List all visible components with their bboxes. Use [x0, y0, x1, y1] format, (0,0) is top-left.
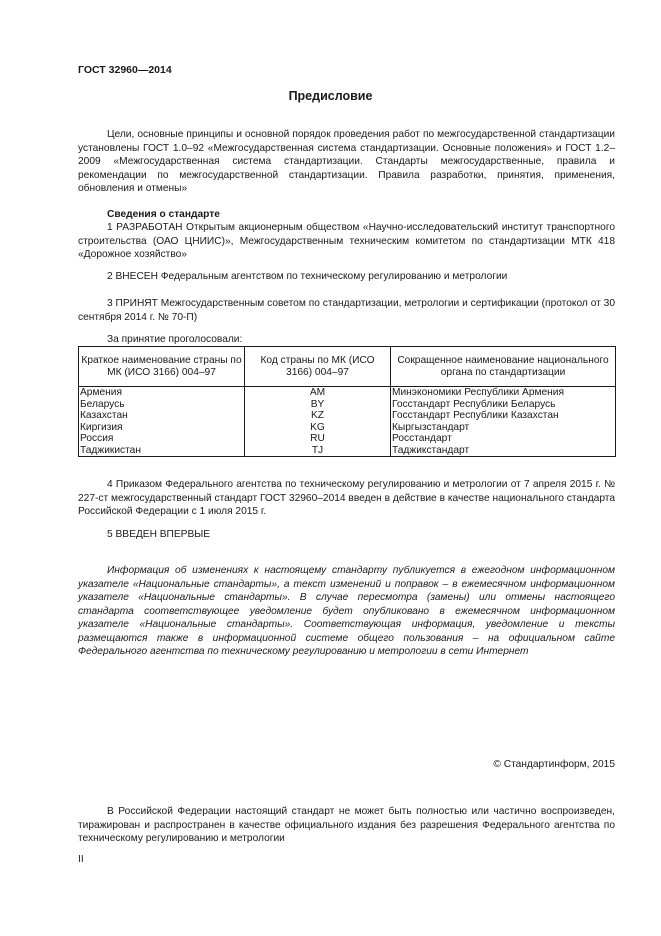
legal-notice: В Российской Федерации настоящий стандарт не может быть полностью или частично воспроизведен, тиражирован и распространен в качестве официального издания без разрешения Федерального агентства по техническому регулированию и метрологии — [78, 806, 615, 844]
table-row — [79, 387, 616, 399]
country-code: BY — [245, 399, 391, 411]
item-adopted: 3 ПРИНЯТ Межгосударственным советом по стандартизации, метрологии и сертификации (протокол от 30 сентября 2014 г. № 70-П) — [78, 298, 615, 323]
country-code: RU — [245, 433, 391, 445]
country-code: TJ — [245, 445, 391, 457]
standards-body: Кыргызстандарт — [391, 422, 616, 434]
standards-body: Росстандарт — [391, 433, 616, 445]
header-standards-body: Сокращенное наименование национального органа по стандартизации — [391, 347, 616, 387]
copyright-line: © Стандартинформ, 2015 — [493, 759, 615, 770]
votes-table — [78, 346, 616, 457]
item-enacted: 4 Приказом Федерального агентства по техническому регулированию и метрологии от 7 апреля 2015 г. № 227-ст межгосударственный стандарт ГОСТ 32960–2014 введен в действие в качестве национального стандарта Российской Федерации с 1 июля 2015 г. — [78, 479, 615, 517]
table-row — [79, 433, 616, 445]
table-row — [79, 399, 616, 411]
country-name: Таджикистан — [79, 445, 245, 457]
country-code: KG — [245, 422, 391, 434]
standards-body: Госстандарт Республики Беларусь — [391, 399, 616, 411]
country-code: KZ — [245, 410, 391, 422]
intro-paragraph: Цели, основные принципы и основной порядок проведения работ по межгосударственной стандартизации установлены ГОСТ 1.0–92 «Межгосударственная система стандартизации. Основные положения» и ГОСТ 1.2–2009 «Межгосударственная система стандартизации. Стандарты межгосударственные, правила и рекомендации по межгосударственной стандартизации. Правила разработки, принятия, применения, обновления и отмены» — [78, 129, 615, 194]
votes-caption: За принятие проголосовали: — [107, 334, 243, 345]
page-number: II — [78, 854, 84, 865]
country-name: Россия — [79, 433, 245, 445]
standard-info-heading: Сведения о стандарте — [107, 209, 220, 220]
country-name: Беларусь — [79, 399, 245, 411]
table-row — [79, 410, 616, 422]
notice-paragraph: Информация об изменениях к настоящему стандарту публикуется в ежегодном информационном указателе «Национальные стандарты», а текст изменений и поправок – в ежемесячном информационном указателе «Национальные стандарты». В случае пересмотра (замены) или отмены настоящего стандарта соответствующее уведомление будет опубликовано в ежемесячном информационном указателе «Национальные стандарты». Соответствующая информация, уведомление и тексты размещаются также в информационной системе общего пользования – на официальном сайте Федерального агентства по техническому регулированию и метрологии в сети Интернет — [78, 565, 615, 657]
header-country-code: Код страны по МК (ИСО 3166) 004–97 — [245, 347, 391, 387]
table-row — [79, 422, 616, 434]
standards-body: Таджикстандарт — [391, 445, 616, 457]
table-header-row — [79, 347, 616, 387]
page-title: Предисловие — [288, 89, 373, 103]
header-country-name: Краткое наименование страны по МК (ИСО 3166) 004–97 — [79, 347, 245, 387]
standards-body: Минэкономики Республики Армения — [391, 387, 616, 399]
country-code: AM — [245, 387, 391, 399]
table-row — [79, 445, 616, 457]
standards-body: Госстандарт Республики Казахстан — [391, 410, 616, 422]
country-name: Армения — [79, 387, 245, 399]
document-id: ГОСТ 32960—2014 — [78, 64, 172, 76]
item-submitted: 2 ВНЕСЕН Федеральным агентством по техническому регулированию и метрологии — [107, 271, 508, 282]
item-first-introduced: 5 ВВЕДЕН ВПЕРВЫЕ — [107, 529, 211, 540]
item-developed: 1 РАЗРАБОТАН Открытым акционерным обществом «Научно-исследовательский институт транспортного строительства (ОАО ЦНИИС)», Межгосударственным техническим комитетом по стандартизации МТК 418 «Дорожное хозяйство» — [78, 222, 615, 260]
country-name: Киргизия — [79, 422, 245, 434]
country-name: Казахстан — [79, 410, 245, 422]
